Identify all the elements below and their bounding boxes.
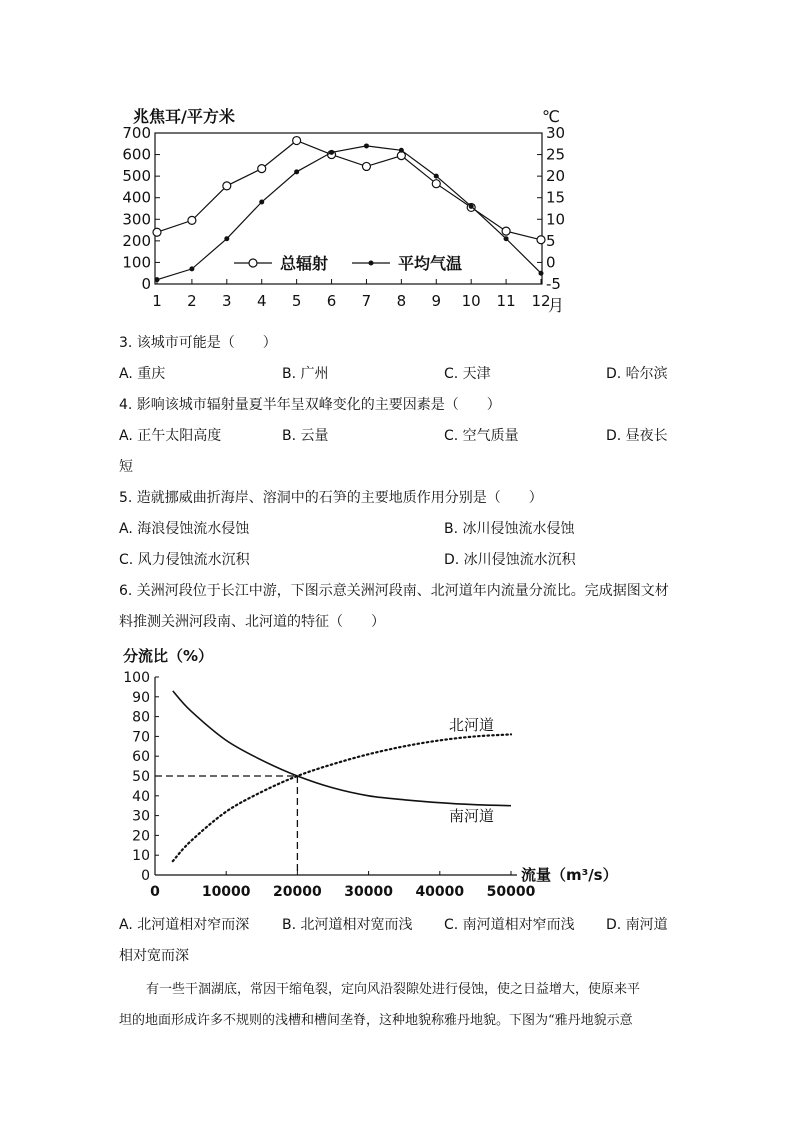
chart1-right-tick-label: 25: [546, 145, 566, 164]
radiation-point: [293, 137, 301, 145]
question-5-option-c[interactable]: C. 风力侵蚀流水沉积: [119, 552, 250, 568]
radiation-point: [188, 216, 196, 224]
radiation-line: [157, 141, 541, 240]
chart2-x-axis-label: 流量（m³/s）: [521, 866, 618, 884]
chart1-x-tick-label: 3: [222, 292, 232, 310]
south-channel-curve: [173, 691, 511, 806]
chart1-right-tick-label: 20: [546, 167, 566, 186]
chart1-left-tick-label: 700: [122, 124, 151, 142]
chart1-x-tick-label: 11: [496, 292, 516, 310]
chart1-right-tick-label: 10: [546, 210, 566, 229]
chart2-y-tick-label: 80: [132, 709, 150, 726]
question-4-option-d-wrap: 短: [119, 459, 133, 475]
question-6-option-a[interactable]: A. 北河道相对窄而深: [119, 917, 250, 933]
temperature-point: [469, 204, 474, 209]
chart1-left-tick-label: 300: [122, 210, 151, 229]
chart2-x-tick-label: 10000: [201, 884, 251, 900]
question-3-option-c[interactable]: C. 天津: [444, 366, 491, 382]
chart1-x-tick-label: 8: [396, 292, 407, 310]
question-3-option-a[interactable]: A. 重庆: [119, 366, 166, 382]
chart1-left-tick-label: 400: [122, 188, 151, 207]
temperature-point: [504, 236, 509, 241]
north-channel-curve: [173, 734, 511, 861]
question-6-option-d[interactable]: D. 南河道: [606, 917, 668, 933]
question-5-option-a[interactable]: A. 海浪侵蚀流水侵蚀: [119, 521, 250, 537]
chart1-right-tick-label: 5: [546, 231, 556, 250]
chart1-x-tick-label: 10: [461, 292, 481, 310]
flow-split-ratio-chart: [0, 640, 794, 900]
question-3-option-d[interactable]: D. 哈尔滨: [606, 366, 668, 382]
question-6-option-d-wrap: 相对宽而深: [119, 948, 189, 964]
radiation-point: [258, 165, 266, 173]
chart2-y-tick-label: 60: [132, 749, 150, 766]
chart2-y-tick-label: 100: [123, 670, 150, 686]
chart1-right-tick-label: 15: [546, 188, 566, 207]
chart1-x-tick-label: 1: [152, 292, 162, 310]
legend-marker-temperature: [369, 261, 374, 266]
chart2-y-tick-label: 20: [132, 828, 150, 845]
question-6-stem-line2: 料推测关洲河段南、北河道的特征（ ）: [119, 614, 385, 630]
question-3-stem: 3. 该城市可能是（ ）: [119, 335, 277, 351]
chart2-y-tick-label: 40: [132, 788, 150, 805]
chart1-left-tick-label: 100: [122, 253, 151, 272]
temperature-point: [294, 169, 299, 174]
chart2-x-tick-label: 20000: [273, 884, 322, 900]
temperature-point: [259, 200, 264, 205]
question-5-option-d[interactable]: D. 冰川侵蚀流水沉积: [444, 552, 576, 568]
chart2-x-tick-label: 0: [150, 884, 160, 900]
chart2-y-tick-label: 30: [132, 808, 150, 825]
chart1-x-tick-label: 5: [291, 292, 302, 310]
chart1-right-tick-label: -5: [546, 275, 561, 293]
question-4-option-c[interactable]: C. 空气质量: [444, 428, 519, 444]
temperature-point: [224, 236, 229, 241]
chart2-y-tick-label: 90: [132, 689, 150, 706]
chart1-x-tick-label: 12: [531, 292, 551, 310]
temperature-point: [399, 148, 404, 153]
chart1-x-unit: 月: [548, 296, 565, 315]
chart2-y-axis-label: 分流比（%）: [123, 647, 214, 665]
series-label-south: 南河道: [449, 807, 495, 825]
chart1-right-tick-label: 30: [546, 124, 566, 142]
series-label-north: 北河道: [449, 716, 495, 734]
question-6-option-c[interactable]: C. 南河道相对窄而浅: [444, 917, 575, 933]
question-4-option-b[interactable]: B. 云量: [282, 428, 329, 444]
temperature-point: [434, 174, 439, 179]
question-3-option-b[interactable]: B. 广州: [282, 366, 329, 382]
legend-marker-radiation: [249, 259, 257, 267]
passage-line-1: 有一些干涸湖底，常因干缩龟裂，定向风沿裂隙处进行侵蚀，使之日益增大，使原来平: [146, 982, 641, 997]
chart2-x-tick-label: 30000: [344, 884, 393, 900]
chart1-right-tick-label: 0: [546, 253, 556, 272]
radiation-point: [362, 162, 370, 170]
question-5-option-b[interactable]: B. 冰川侵蚀流水侵蚀: [444, 521, 575, 537]
passage-line-2: 坦的地面形成许多不规则的浅槽和槽间垄脊，这种地貌称雅丹地貌。下图为“雅丹地貌示意: [119, 1013, 633, 1028]
chart1-x-tick-label: 2: [187, 292, 197, 310]
chart1-x-tick-label: 9: [431, 292, 442, 310]
radiation-point: [432, 180, 440, 188]
temperature-point: [155, 277, 160, 282]
temperature-point: [364, 143, 369, 148]
chart2-y-tick-label: 0: [141, 868, 150, 884]
question-6-option-b[interactable]: B. 北河道相对宽而浅: [282, 917, 413, 933]
radiation-point: [502, 227, 510, 235]
radiation-point: [153, 228, 161, 236]
chart1-frame: [155, 133, 542, 284]
question-4-option-d[interactable]: D. 昼夜长: [606, 428, 668, 444]
legend-label-temperature: 平均气温: [398, 254, 463, 273]
chart1-x-tick-label: 4: [256, 292, 267, 310]
question-5-stem: 5. 造就挪威曲折海岸、溶洞中的石笋的主要地质作用分别是（ ）: [119, 490, 543, 506]
chart2-y-tick-label: 70: [132, 729, 150, 746]
chart1-x-tick-label: 6: [326, 292, 337, 310]
temperature-line: [157, 146, 541, 280]
radiation-temperature-chart: [0, 0, 794, 330]
chart1-left-tick-label: 500: [122, 167, 151, 186]
chart2-x-tick-label: 50000: [486, 884, 536, 900]
chart1-x-tick-label: 7: [361, 292, 372, 310]
chart1-left-tick-label: 0: [141, 275, 151, 293]
radiation-point: [537, 236, 545, 244]
question-4-option-a[interactable]: A. 正午太阳高度: [119, 428, 222, 444]
chart1-right-axis-label: ℃: [542, 107, 560, 126]
chart2-y-tick-label: 50: [132, 769, 150, 785]
legend-label-radiation: 总辐射: [280, 254, 329, 273]
chart1-left-tick-label: 600: [122, 145, 151, 164]
temperature-point: [189, 266, 194, 271]
chart1-left-tick-label: 200: [122, 231, 151, 250]
chart1-left-axis-label: 兆焦耳/平方米: [133, 107, 235, 126]
chart2-y-tick-label: 10: [132, 848, 150, 865]
temperature-point: [329, 150, 334, 155]
question-4-stem: 4. 影响该城市辐射量夏半年呈双峰变化的主要因素是（ ）: [119, 397, 501, 413]
temperature-point: [539, 271, 544, 276]
radiation-point: [223, 182, 231, 190]
question-6-stem-line1: 6. 关洲河段位于长江中游，下图示意关洲河段南、北河道年内流量分流比。完成据图文材: [119, 583, 669, 599]
chart2-x-tick-label: 40000: [415, 884, 465, 900]
